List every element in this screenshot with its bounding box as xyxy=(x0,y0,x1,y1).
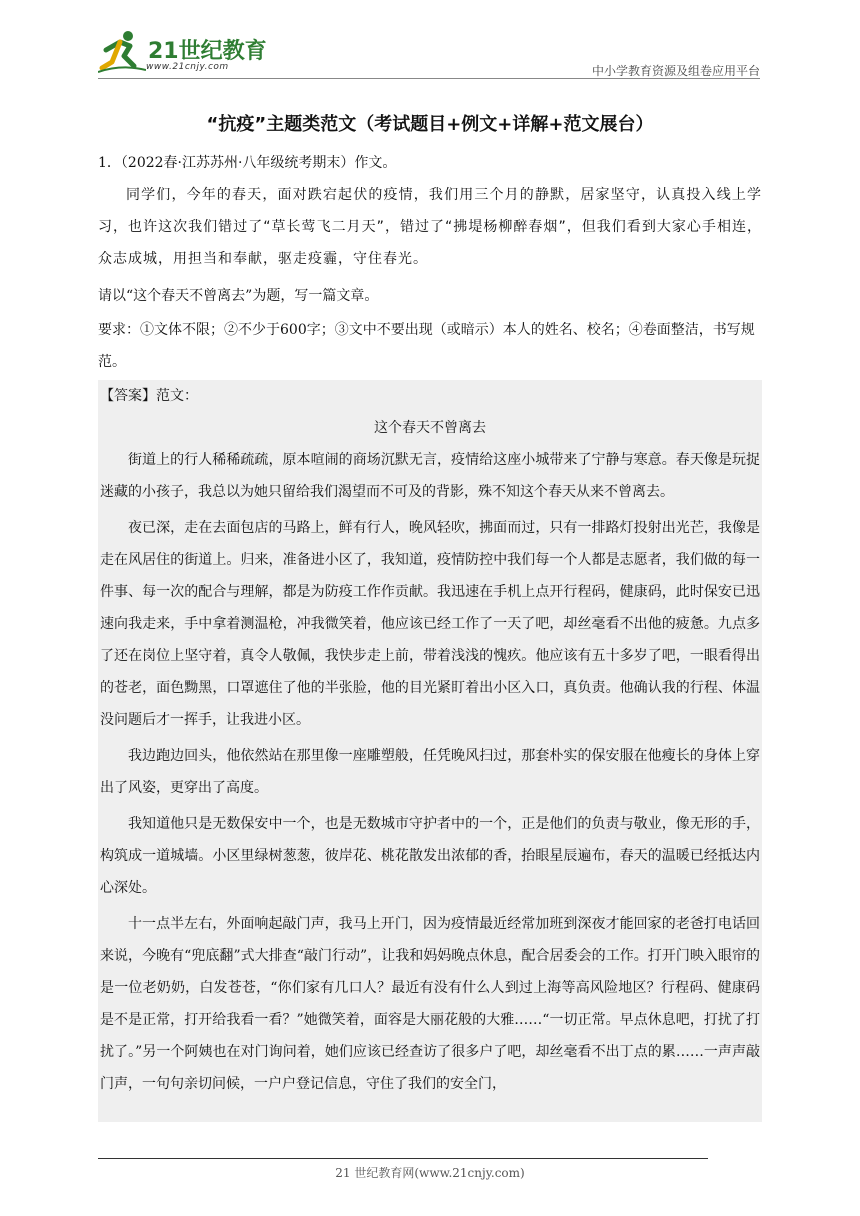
footer-divider xyxy=(98,1158,708,1159)
essay-paragraph: 我知道他只是无数保安中一个，也是无数城市守护者中的一个，正是他们的负责与敬业，像无形的手，构筑成一道城墙。小区里绿树葱葱，彼岸花、桃花散发出浓郁的香，抬眼星辰遍布，春天的温暖已经抵达内心深处。 xyxy=(100,816,760,896)
answer-section xyxy=(98,380,762,1122)
page-title: “抗疫”主题类范文（考试题目+例文+详解+范文展台） xyxy=(206,114,654,135)
essay-paragraph: 我边跑边回头，他依然站在那里像一座雕塑般，任凭晚风扫过，那套朴实的保安服在他瘦长的身体上穿出了风姿，更穿出了高度。 xyxy=(100,748,760,796)
page-footer: 21 世纪教育网(www.21cnjy.com) xyxy=(335,1166,525,1180)
question-heading: 1．（2022春·江苏苏州·八年级统考期末）作文。 xyxy=(98,155,397,171)
essay-title: 这个春天不曾离去 xyxy=(374,420,486,436)
essay-paragraph: 十一点半左右，外面响起敲门声，我马上开门，因为疫情最近经常加班到深夜才能回家的老爸打电话回来说，今晚有“兜底翻”式大排查“敲门行动”，让我和妈妈晚点休息，配合居委会的工作。打开门映入眼帘的是一位老奶奶，白发苍苍，“你们家有几口人？最近有没有什么人到过上海等高风险地区？行程码、健康码是不是正常，打开给我看一看？”她微笑着，面容是大丽花般的大雅……“一切正常。早点休息吧，打扰了打扰了。”另一个阿姨也在对门询问着，她们应该已经查访了很多户了吧，却丝毫看不出丁点的累……一声声敲门声，一句句亲切问候，一户户登记信息，守住了我们的安全门， xyxy=(100,916,760,1092)
question-requirement: 要求：①文体不限；②不少于600字；③文中不要出现（或暗示）本人的姓名、校名；④卷面整洁，书写规范。 xyxy=(98,322,755,370)
logo-text: 21世纪教育 xyxy=(148,39,267,64)
question-prompt: 同学们，今年的春天，面对跌宕起伏的疫情，我们用三个月的静默，居家坚守，认真投入线上学习，也许这次我们错过了“草长莺飞二月天”，错过了“拂堤杨柳醉春烟”，但我们看到大家心手相连，众志成城，用担当和奉献，驱走疫霾，守住春光。 xyxy=(98,187,762,267)
essay-paragraph: 街道上的行人稀稀疏疏，原本喧闹的商场沉默无言，疫情给这座小城带来了宁静与寒意。春天像是玩捉迷藏的小孩子，我总以为她只留给我们渴望而不可及的背影，殊不知这个春天从来不曾离去。 xyxy=(100,452,760,500)
header-slogan: 中小学教育资源及组卷应用平台 xyxy=(591,64,760,78)
answer-label: 【答案】范文： xyxy=(100,388,198,404)
header-divider xyxy=(98,78,760,79)
essay-paragraph: 夜已深，走在去面包店的马路上，鲜有行人，晚风轻吹，拂面而过，只有一排路灯投射出光芒，我像是走在风居住的街道上。归来，准备进小区了，我知道，疫情防控中我们每一个人都是志愿者，我们做的每一件事、每一次的配合与理解，都是为防疫工作作贡献。我迅速在手机上点开行程码，健康码，此时保安已迅速向我走来，手中拿着测温枪，冲我微笑着，他应该已经工作了一天了吧，却丝毫看不出他的疲惫。九点多了还在岗位上坚守着，真令人敬佩，我快步走上前，带着浅浅的愧疚。他应该有五十多岁了吧，一眼看得出的苍老，面色黝黑，口罩遮住了他的半张脸，他的目光紧盯着出小区入口，真负责。他确认我的行程、体温没问题后才一挥手，让我进小区。 xyxy=(100,520,760,728)
runner-logo-icon xyxy=(98,28,146,74)
logo xyxy=(98,28,268,76)
logo-url: www.21cnjy.com xyxy=(146,62,229,72)
page-header xyxy=(98,28,760,80)
question-instruction: 请以“这个春天不曾离去”为题，写一篇文章。 xyxy=(98,288,379,304)
